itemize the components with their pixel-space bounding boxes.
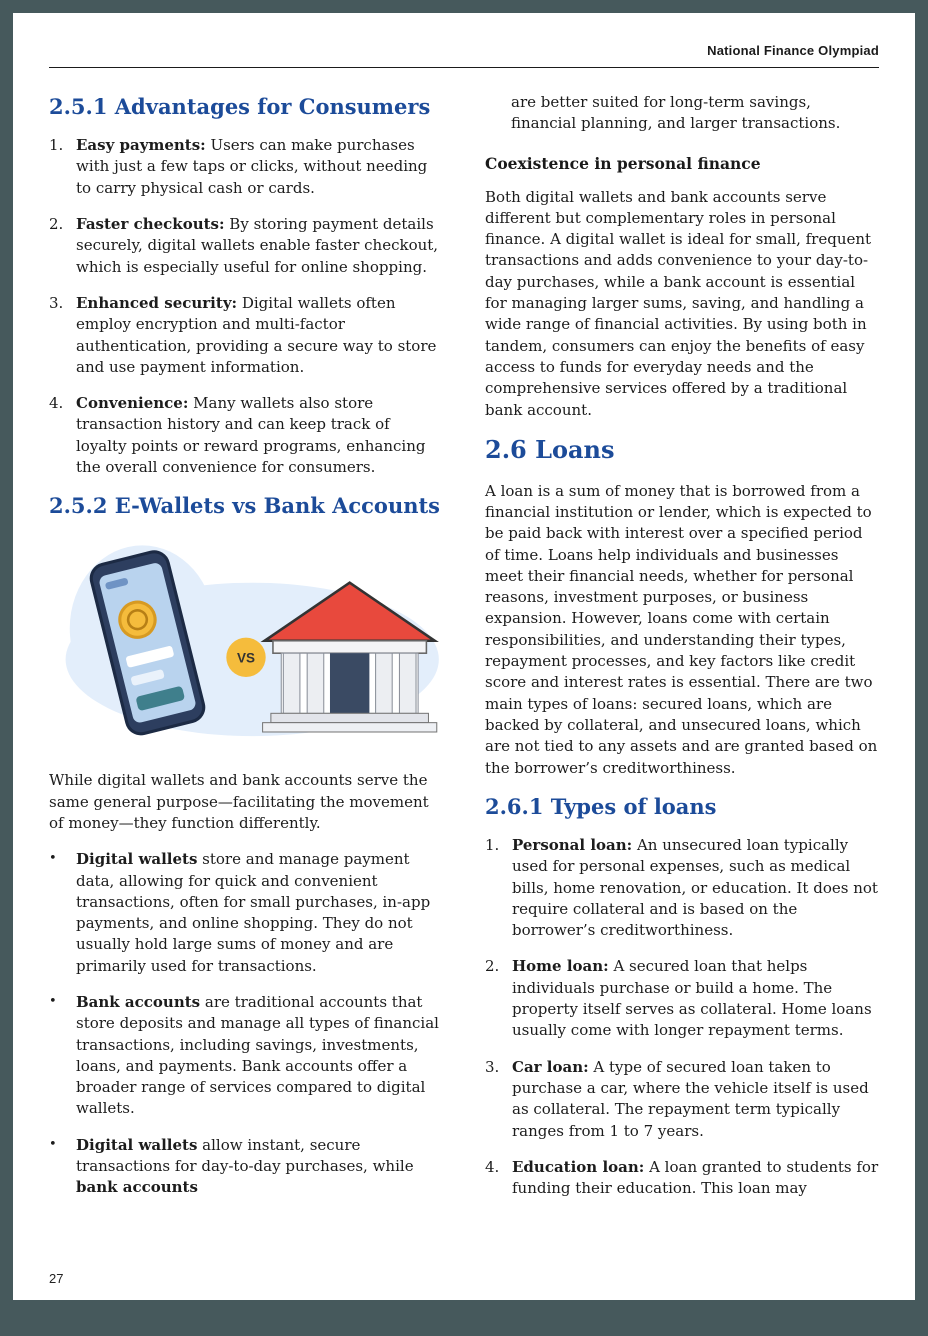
list-item bbox=[49, 135, 443, 199]
bank-column bbox=[399, 653, 416, 713]
section-title-2-5-2: 2.5.2 E-Wallets vs Bank Accounts bbox=[49, 493, 441, 519]
header-rule bbox=[49, 67, 879, 68]
bullet-text: Bank accounts are traditional accounts that store deposits and manage all types of financial transactions, including savings, investments, loans, and payments. Bank accounts offer a broader range of services compared to digital wallets. bbox=[76, 993, 439, 1118]
bullet-text: Digital wallets allow instant, secure transactions for day-to-day purchases, while bank accounts bbox=[76, 1135, 414, 1197]
list-item-text: Personal loan: An unsecured loan typically used for personal expenses, such as medical bills, home renovation, or education. It does not require collateral and is based on the borrower’s creditworthiness. bbox=[512, 836, 878, 940]
coexistence-paragraph: Both digital wallets and bank accounts serve different but complementary roles in personal finance. A digital wallet is ideal for small, frequent transactions and adds convenience to your day-to-day purchases, while a bank account is essential for managing larger sums, saving, and handling a wide range of financial activities. By using both in tandem, consumers can enjoy the benefits of easy access to funds for everyday needs and the comprehensive services offered by a traditional bank account. bbox=[485, 187, 872, 419]
document-page bbox=[13, 13, 915, 1300]
list-number: 1. bbox=[49, 136, 64, 155]
bank-column bbox=[307, 653, 324, 713]
list-number: 2. bbox=[49, 215, 64, 234]
vs-label: VS bbox=[237, 650, 255, 666]
list-item bbox=[49, 293, 443, 378]
bullet-item bbox=[49, 1135, 443, 1199]
list-item-text: Education loan: A loan granted to students for funding their education. This loan may bbox=[512, 1157, 879, 1198]
list-item-text: Car loan: A type of secured loan taken to purchase a car, where the vehicle itself is used as collateral. The repayment term typically ranges from 1 to 7 years. bbox=[512, 1057, 869, 1140]
bullet-text: Digital wallets store and manage payment data, allowing for quick and convenient transactions, often for small purchases, in-app payments, and online shopping. They do not usually hold large sums of money and are primarily used for transactions. bbox=[76, 850, 431, 975]
list-number: 3. bbox=[485, 1057, 500, 1076]
left-column bbox=[49, 92, 443, 1214]
bullet-marker: • bbox=[49, 1136, 57, 1152]
list-item-text: Easy payments: Users can make purchases with just a few taps or clicks, without needing to carry physical cash or cards. bbox=[76, 136, 428, 197]
bank-step bbox=[271, 713, 429, 722]
list-item-text: Convenience: Many wallets also store transaction history and can keep track of loyalty points or reward programs, enhancing the overall convenience for consumers. bbox=[76, 394, 426, 477]
bank-column bbox=[283, 653, 300, 713]
ewallet-vs-bank-illustration bbox=[49, 535, 443, 755]
list-item bbox=[485, 956, 879, 1041]
bullet-marker: • bbox=[49, 994, 57, 1009]
section-title-2-6-1: 2.6.1 Types of loans bbox=[485, 793, 717, 819]
list-item bbox=[49, 214, 443, 278]
header-title: National Finance Olympiad bbox=[707, 43, 879, 58]
list-number: 4. bbox=[49, 394, 64, 413]
illustration-svg bbox=[49, 535, 443, 755]
list-item-text: Enhanced security: Digital wallets often employ encryption and multi-factor authentication, providing a secure way to store and use payment information. bbox=[76, 293, 437, 376]
vs-badge bbox=[226, 637, 265, 676]
right-column bbox=[485, 92, 879, 1214]
list-item bbox=[485, 835, 879, 941]
list-number: 2. bbox=[485, 957, 500, 976]
list-number: 4. bbox=[485, 1157, 500, 1176]
list-item-text: Faster checkouts: By storing payment details securely, digital wallets enable faster checkout, which is especially useful for online shopping. bbox=[76, 215, 439, 276]
loans-paragraph: A loan is a sum of money that is borrowed from a financial institution or lender, which is expected to be paid back with interest over a specified period of time. Loans help individuals and businesses meet their financial needs, whether for personal reasons, investment purposes, or business expansion. However, loans come with certain responsibilities, and understanding their types, repayment processes, and key factors like credit score and interest rates is essential. There are two main types of loans: secured loans, which are backed by collateral, and unsecured loans, which are not tied to any assets and are granted based on the borrower’s creditworthiness. bbox=[485, 481, 878, 777]
bank-column bbox=[376, 653, 393, 713]
list-item-text: Home loan: A secured loan that helps individuals purchase or build a home. The property itself serves as collateral. Home loans usually come with longer repayment terms. bbox=[512, 957, 872, 1040]
list-item bbox=[485, 1157, 879, 1200]
section-title-2-5-1: 2.5.1 Advantages for Consumers bbox=[49, 94, 431, 119]
section-title-2-6: 2.6 Loans bbox=[485, 434, 615, 464]
page-header bbox=[49, 43, 879, 58]
bank-step bbox=[263, 722, 437, 731]
list-item bbox=[485, 1057, 879, 1142]
coexistence-subheading: Coexistence in personal finance bbox=[485, 153, 761, 173]
two-column-layout bbox=[49, 92, 879, 1214]
page-number: 27 bbox=[49, 1271, 64, 1286]
bullet-item bbox=[49, 992, 443, 1120]
list-item bbox=[49, 393, 443, 478]
continuation-paragraph: are better suited for long-term savings, financial planning, and larger transactions. bbox=[511, 93, 841, 133]
bullet-marker: • bbox=[49, 851, 57, 867]
intro-paragraph: While digital wallets and bank accounts serve the same general purpose—facilitating the movement of money—they function differently. bbox=[49, 771, 429, 832]
bank-door bbox=[330, 653, 369, 713]
bullet-item bbox=[49, 849, 443, 977]
list-number: 3. bbox=[49, 293, 64, 312]
list-number: 1. bbox=[485, 836, 500, 854]
